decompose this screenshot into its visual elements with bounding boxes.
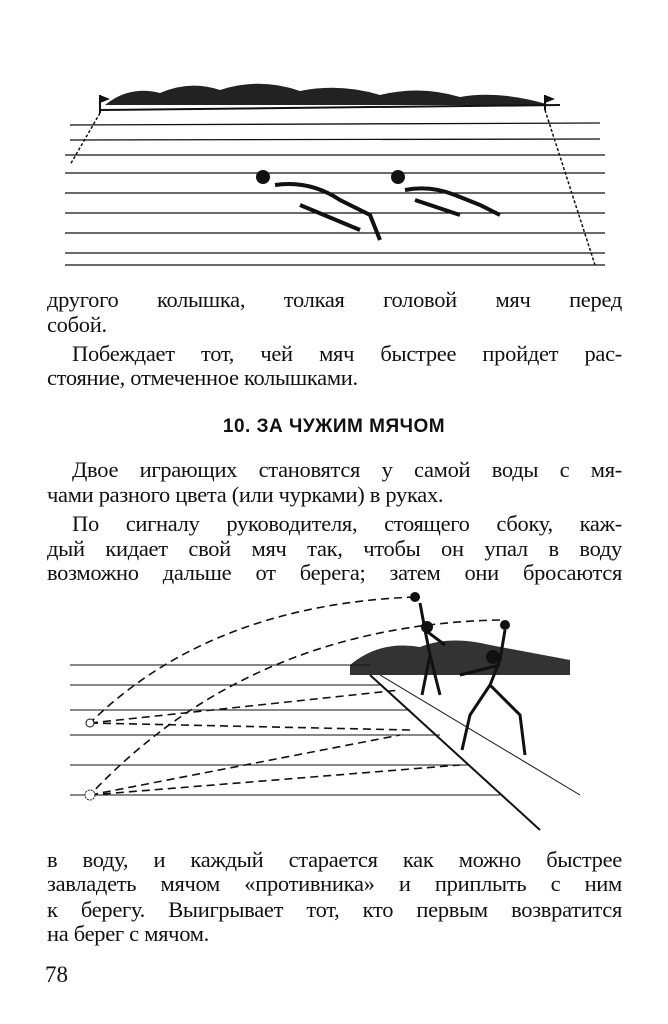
text-line: стояние, отмеченное колышками. xyxy=(47,365,358,390)
section-heading: 10. ЗА ЧУЖИМ МЯЧОМ xyxy=(222,416,446,437)
text-line: возможно дальше от берега; затем они бросаются xyxy=(47,560,622,585)
page-number: 78 xyxy=(45,962,68,987)
text-line: к берегу. Выигрывает тот, кто первым возвратится xyxy=(47,897,622,922)
text-line: в воду, и каждый старается как можно быстрее xyxy=(47,847,622,872)
illustration-swimmers-pushing-balls xyxy=(60,55,610,270)
text-line: Побеждает тот, чей мяч быстрее пройдет рас- xyxy=(72,341,622,366)
text-line: Двое играющих становятся у самой воды с мя- xyxy=(72,457,622,482)
text-line: на берег с мячом. xyxy=(47,921,209,946)
text-line: собой. xyxy=(47,312,107,337)
text-line: чами разного цвета (или чурками) в руках. xyxy=(47,482,444,507)
illustration-players-throwing-balls xyxy=(50,585,590,835)
text-line: дый кидает свой мяч так, чтобы он упал в воду xyxy=(47,536,622,561)
text-line: другого колышка, толкая головой мяч перед xyxy=(47,287,622,312)
text-line: По сигналу руководителя, стоящего сбоку, каж- xyxy=(72,511,622,536)
text-line: завладеть мячом «противника» и приплыть с ним xyxy=(47,871,622,896)
